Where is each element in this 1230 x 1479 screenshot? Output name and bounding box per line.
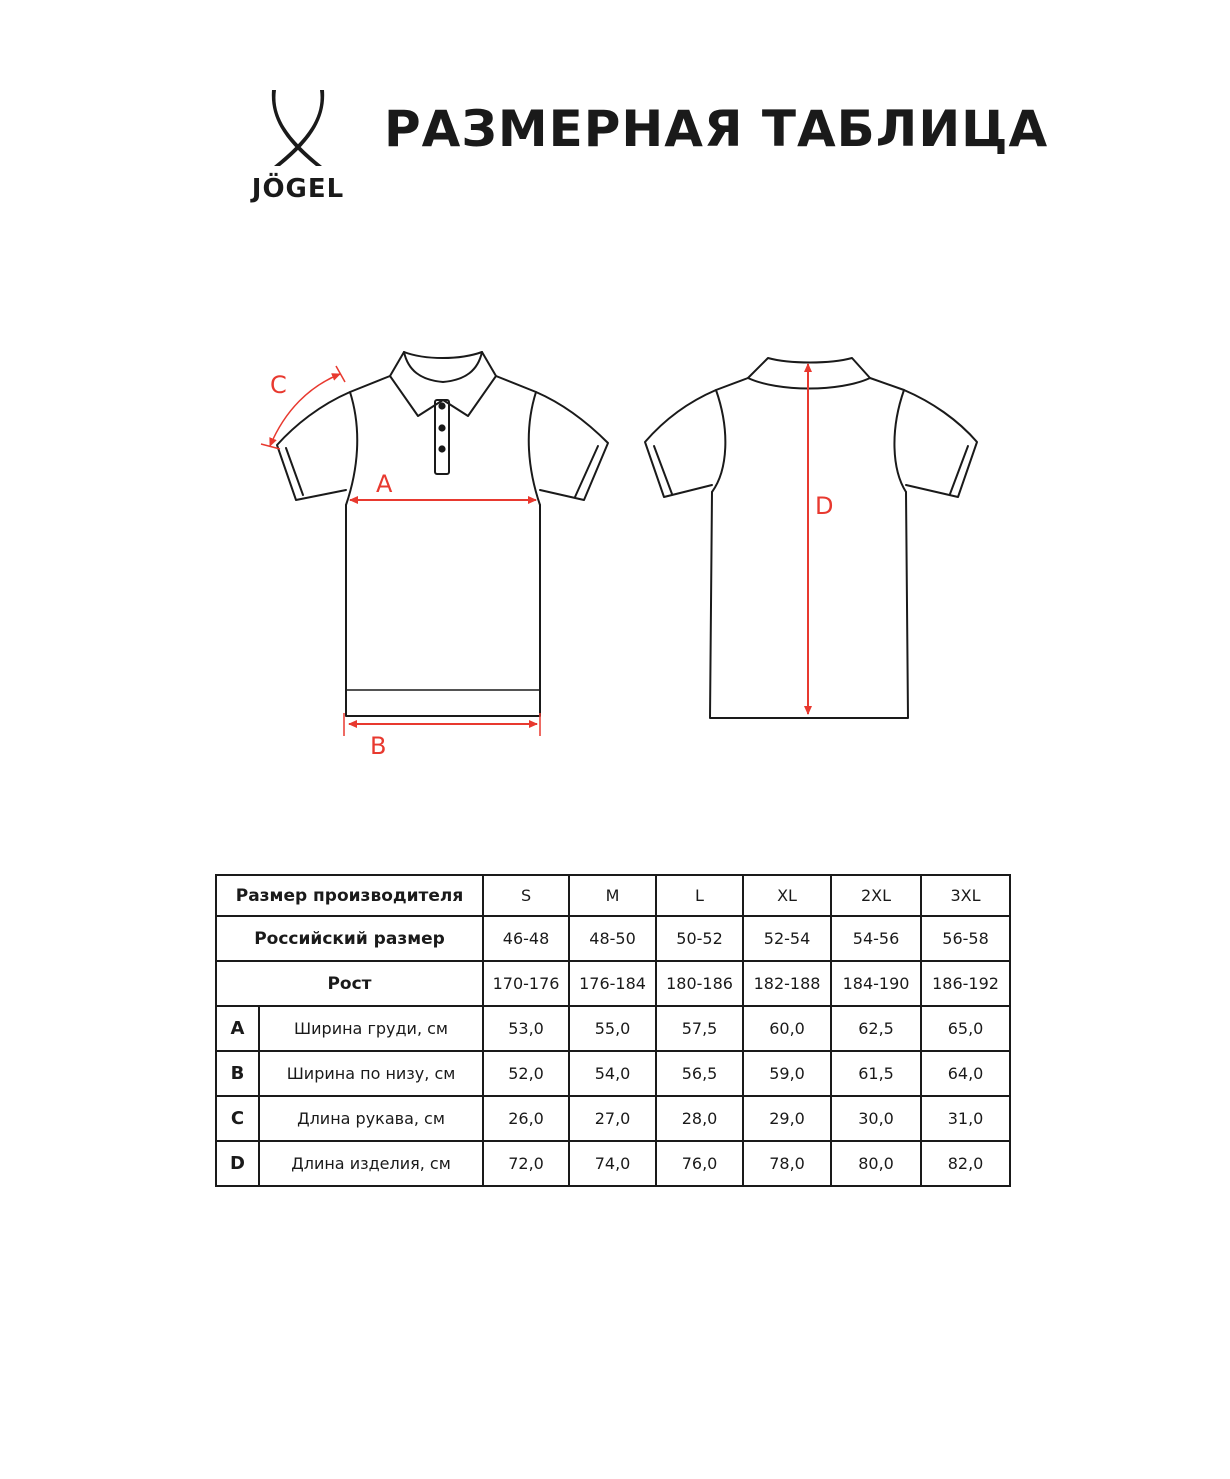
size-header: XL: [743, 875, 831, 916]
table-cell: 57,5: [656, 1006, 743, 1051]
size-header: M: [569, 875, 656, 916]
table-cell: 76,0: [656, 1141, 743, 1186]
table-cell: 60,0: [743, 1006, 831, 1051]
table-cell: 82,0: [921, 1141, 1010, 1186]
size-header: 3XL: [921, 875, 1010, 916]
table-cell: 180-186: [656, 961, 743, 1006]
table-cell: 27,0: [569, 1096, 656, 1141]
measure-name: Длина рукава, см: [259, 1096, 483, 1141]
table-cell: 48-50: [569, 916, 656, 961]
size-table: [215, 874, 1011, 1187]
table-row-measure-d: [216, 1141, 1010, 1186]
table-cell: 78,0: [743, 1141, 831, 1186]
size-header: 2XL: [831, 875, 921, 916]
measure-d-label: D: [815, 492, 834, 520]
table-cell: 59,0: [743, 1051, 831, 1096]
table-cell: 170-176: [483, 961, 569, 1006]
table-cell: 52,0: [483, 1051, 569, 1096]
table-row-height: [216, 961, 1010, 1006]
table-cell: 53,0: [483, 1006, 569, 1051]
table-row-measure-c: [216, 1096, 1010, 1141]
measure-lines: [261, 364, 808, 736]
measure-a-label: A: [376, 470, 393, 498]
table-cell: 184-190: [831, 961, 921, 1006]
table-cell: 176-184: [569, 961, 656, 1006]
table-cell: 186-192: [921, 961, 1010, 1006]
table-cell: 50-52: [656, 916, 743, 961]
table-row-manufacturer-size: [216, 875, 1010, 916]
table-cell: 26,0: [483, 1096, 569, 1141]
table-row-measure-b: [216, 1051, 1010, 1096]
table-cell: 54,0: [569, 1051, 656, 1096]
measure-name: Ширина груди, см: [259, 1006, 483, 1051]
table-row-measure-a: [216, 1006, 1010, 1051]
measure-letter: D: [216, 1141, 259, 1186]
table-cell: 52-54: [743, 916, 831, 961]
table-cell: 62,5: [831, 1006, 921, 1051]
size-header: S: [483, 875, 569, 916]
page-title: РАЗМЕРНАЯ ТАБЛИЦА: [384, 100, 1049, 158]
table-cell: 61,5: [831, 1051, 921, 1096]
measure-letter: B: [216, 1051, 259, 1096]
measure-letter: C: [216, 1096, 259, 1141]
table-cell: 65,0: [921, 1006, 1010, 1051]
logo-wordmark: JÖGEL: [251, 174, 345, 204]
table-cell: 64,0: [921, 1051, 1010, 1096]
table-cell: 28,0: [656, 1096, 743, 1141]
row-label: Рост: [216, 961, 483, 1006]
table-cell: 182-188: [743, 961, 831, 1006]
row-label: Российский размер: [216, 916, 483, 961]
table-cell: 30,0: [831, 1096, 921, 1141]
table-cell: 56,5: [656, 1051, 743, 1096]
table-row-russian-size: [216, 916, 1010, 961]
table-cell: 80,0: [831, 1141, 921, 1186]
table-cell: 55,0: [569, 1006, 656, 1051]
table-cell: 29,0: [743, 1096, 831, 1141]
table-cell: 56-58: [921, 916, 1010, 961]
measure-letter: A: [216, 1006, 259, 1051]
row-label: Размер производителя: [216, 875, 483, 916]
measure-b-label: B: [370, 732, 387, 760]
polo-front-view: [277, 352, 608, 716]
table-cell: 72,0: [483, 1141, 569, 1186]
table-cell: 46-48: [483, 916, 569, 961]
measure-name: Ширина по низу, см: [259, 1051, 483, 1096]
table-cell: 54-56: [831, 916, 921, 961]
measure-c-label: C: [270, 371, 287, 399]
table-cell: 31,0: [921, 1096, 1010, 1141]
polo-back-view: [645, 358, 977, 718]
size-header: L: [656, 875, 743, 916]
measure-name: Длина изделия, см: [259, 1141, 483, 1186]
table-cell: 74,0: [569, 1141, 656, 1186]
